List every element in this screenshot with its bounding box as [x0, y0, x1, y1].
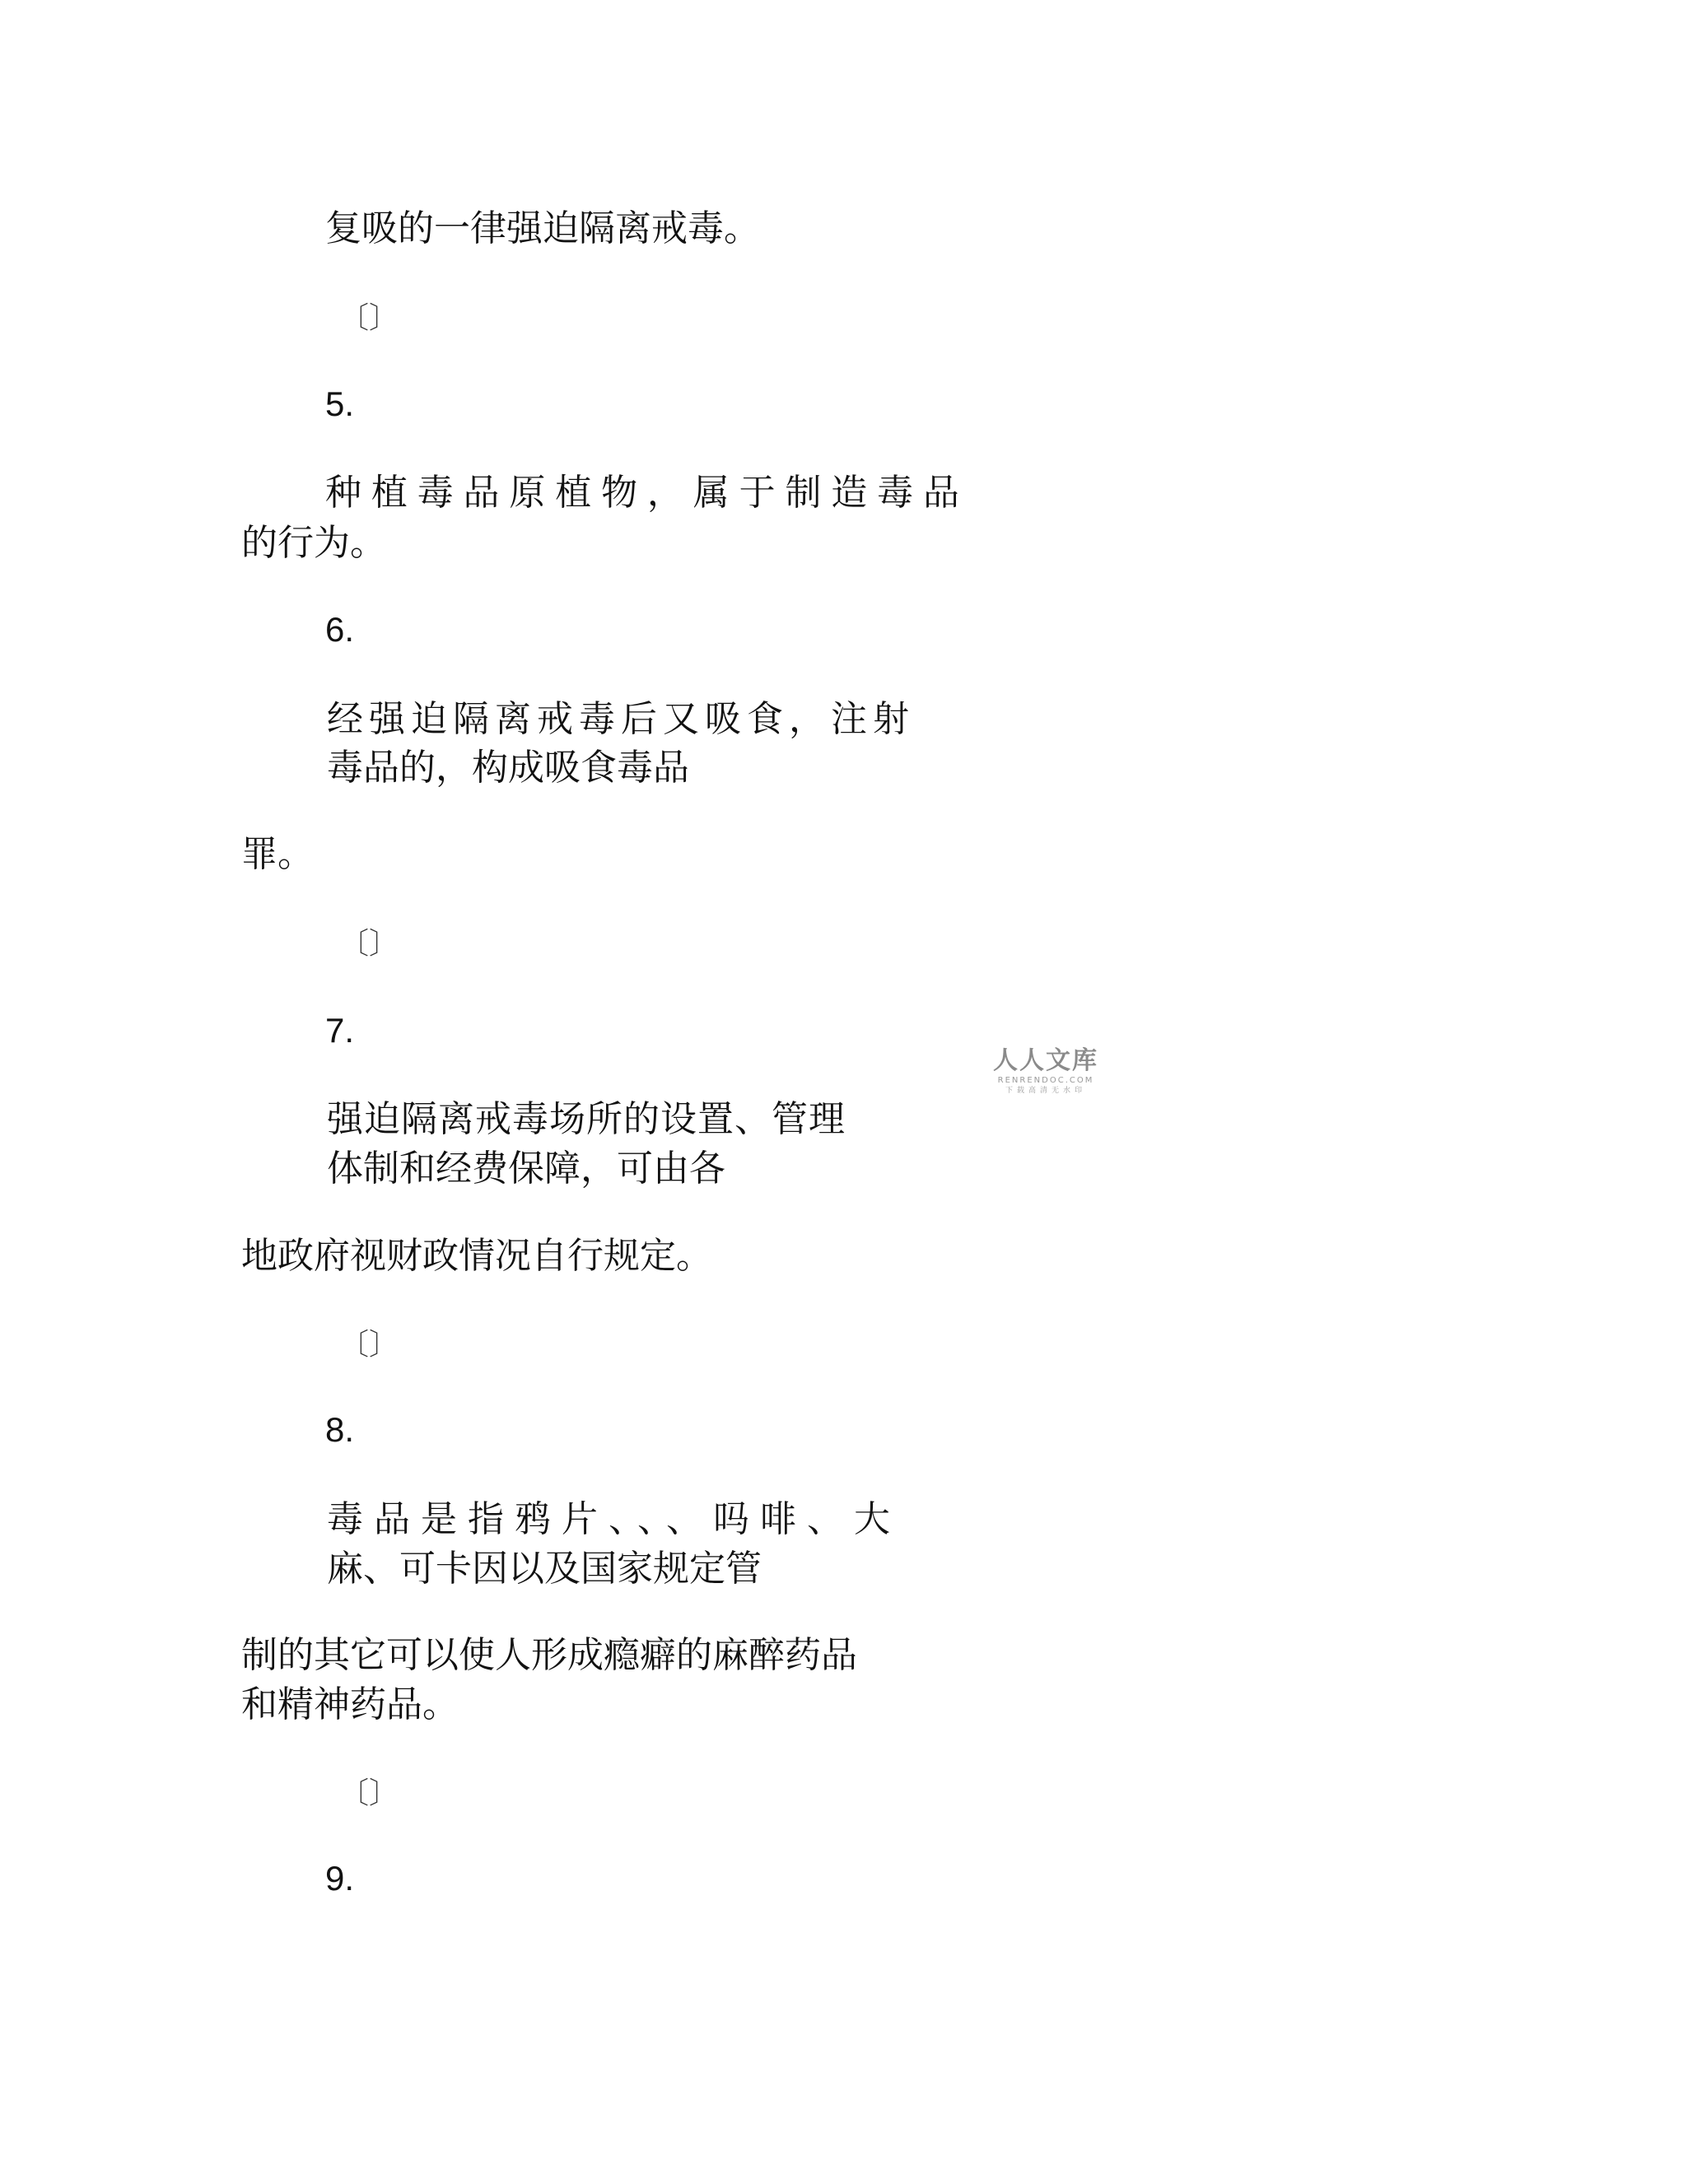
watermark-title: 人人文库 — [993, 1046, 1098, 1075]
answer-bracket: 〔〕 — [339, 1777, 399, 1810]
text-line: 强迫隔离戒毒场所的设置、管理 — [327, 1098, 846, 1140]
answer-bracket: 〔〕 — [339, 927, 399, 961]
watermark-logo — [984, 1047, 1107, 1096]
watermark-url: RENRENDOC.COM — [997, 1076, 1094, 1085]
text-line: 罪。 — [241, 833, 314, 875]
text-line: 复吸的一律强迫隔离戒毒。 — [325, 207, 760, 249]
text-line: 种 植 毒 品 原 植 物 ， 属 于 制 造 毒 品 — [325, 472, 959, 514]
answer-bracket: 〔〕 — [339, 301, 399, 335]
question-number: 7. — [325, 1011, 355, 1050]
text-line: 和精神药品。 — [241, 1683, 459, 1725]
question-number: 5. — [325, 384, 355, 423]
question-number: 9. — [325, 1859, 355, 1898]
text-line: 毒品是指鸦片、、、吗啡、大 — [327, 1498, 901, 1540]
question-number: 8. — [325, 1410, 355, 1449]
text-line: 地政府视财政情况自行规定。 — [241, 1235, 712, 1277]
text-line: 制的其它可以使人形成瘾癖的麻醉药品 — [241, 1634, 857, 1676]
text-line: 毒品的，构成吸食毒品 — [327, 747, 689, 789]
text-line: 麻、可卡因以及国家规定管 — [327, 1548, 762, 1590]
text-line: 的行为。 — [241, 522, 386, 564]
text-line: 经强迫隔离戒毒后又吸食，注射 — [327, 698, 915, 740]
text-line: 体制和经费保障，可由各 — [327, 1148, 725, 1190]
question-number: 6. — [325, 610, 355, 649]
watermark-subtitle: 下载高清无水印 — [1005, 1087, 1086, 1095]
answer-bracket: 〔〕 — [339, 1328, 399, 1362]
